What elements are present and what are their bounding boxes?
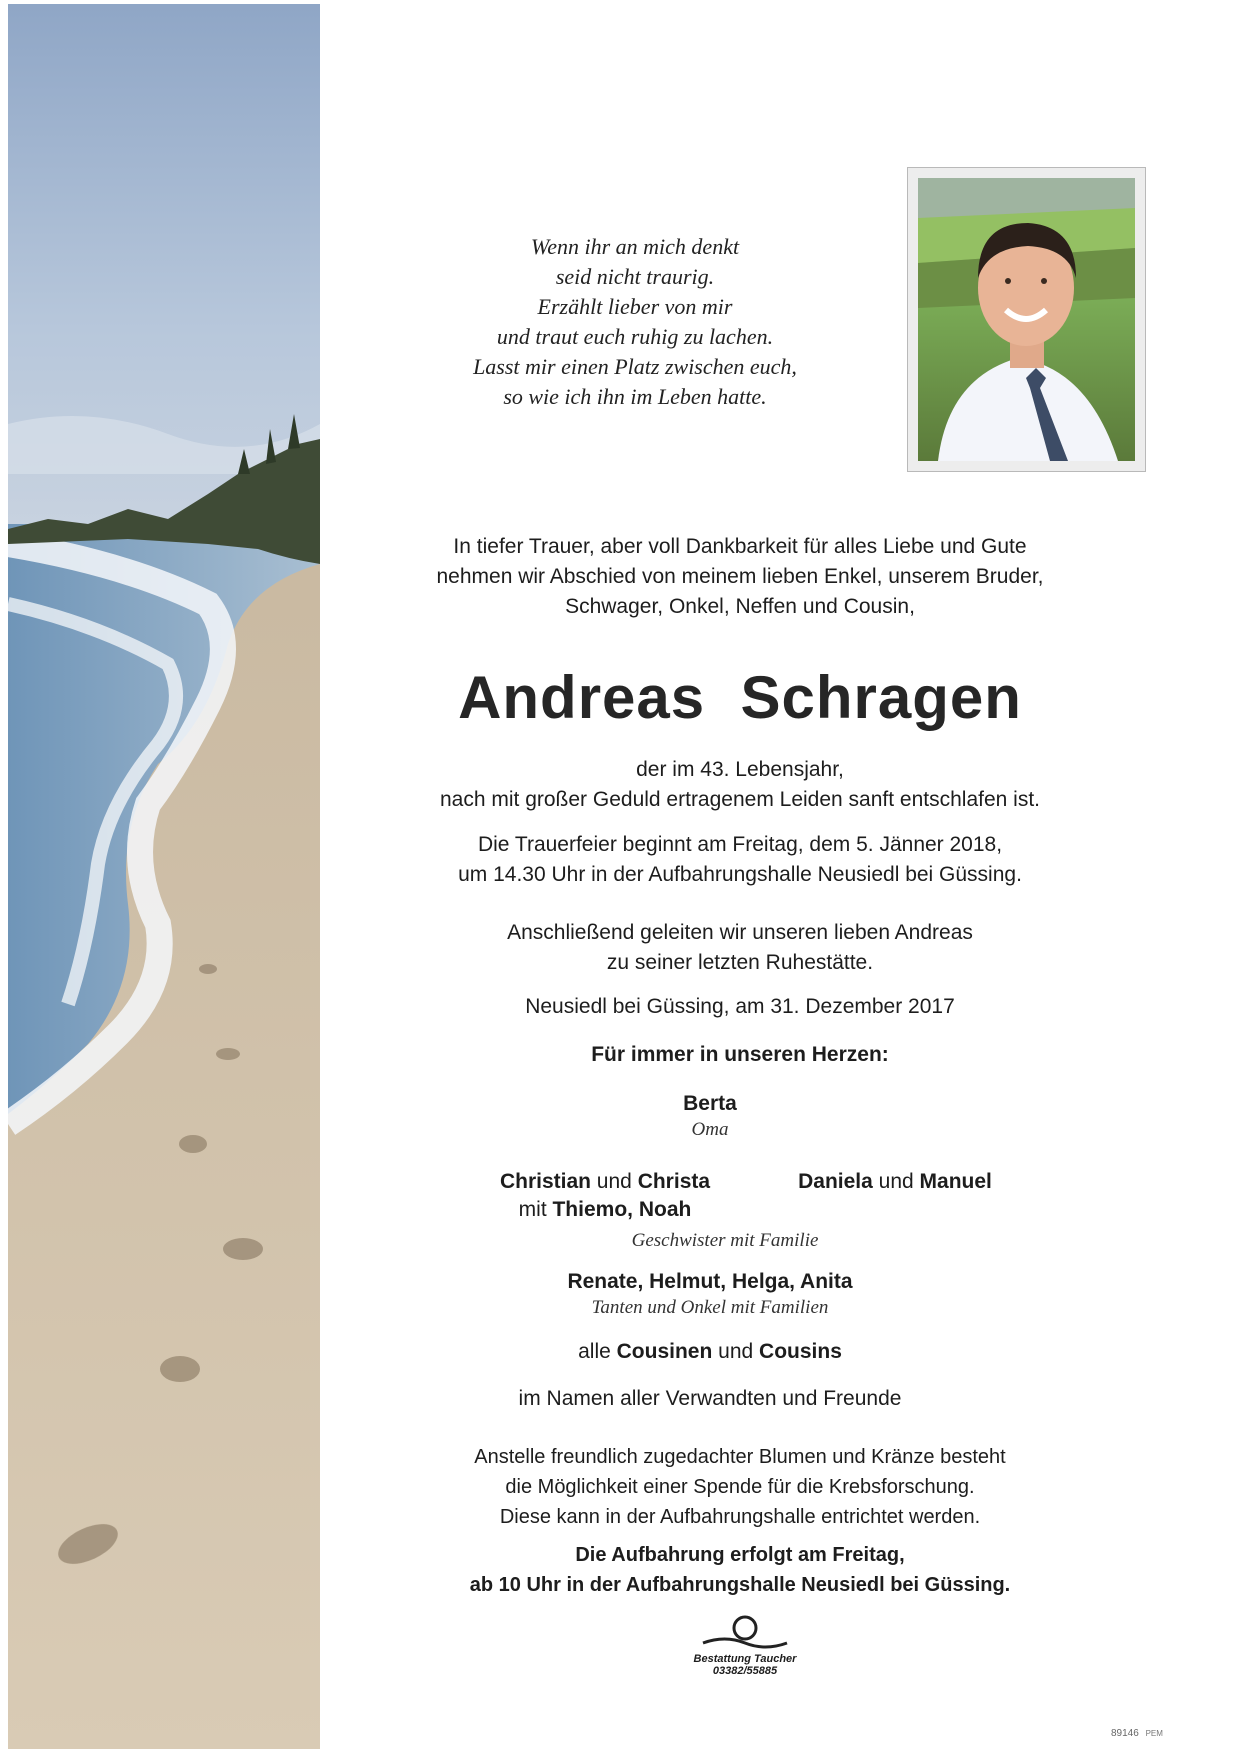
mourner-name: Daniela (798, 1170, 873, 1193)
mourner-role: Geschwister mit Familie (631, 1230, 819, 1251)
print-code: 89146 (1111, 1728, 1139, 1739)
funeral-home-logo (680, 1613, 810, 1677)
conjunction: und (590, 1170, 638, 1193)
conjunction: und (712, 1340, 760, 1363)
mourner-name: Manuel (919, 1170, 992, 1193)
intro-line: In tiefer Trauer, aber voll Dankbarkeit für alles Liebe und Gute (453, 535, 1027, 558)
poem (400, 232, 870, 412)
mourner-relatives (540, 1268, 880, 1320)
death-notice-line: der im 43. Lebensjahr, (636, 758, 844, 781)
mourner-grandmother (580, 1090, 840, 1142)
donation-line: die Möglichkeit einer Spende für die Krebsforschung. (505, 1476, 975, 1498)
mourner-siblings-right (770, 1168, 1020, 1196)
poem-line: so wie ich ihn im Leben hatte. (503, 384, 767, 409)
date-place (380, 992, 1100, 1022)
poem-line: und traut euch ruhig zu lachen. (496, 324, 774, 349)
donation-info (380, 1442, 1100, 1532)
burial-info (380, 918, 1100, 978)
poem-line: Erzählt lieber von mir (537, 294, 733, 319)
poem-line: seid nicht traurig. (555, 264, 715, 289)
intro-line: Schwager, Onkel, Neffen und Cousin, (565, 595, 915, 618)
mourner-siblings-left (470, 1168, 740, 1224)
wave-logo-icon (700, 1613, 790, 1653)
viewing-info (380, 1540, 1100, 1600)
funeral-home-name: Bestattung Taucher (693, 1653, 797, 1665)
mourner-name: Christian (499, 1170, 591, 1193)
poem-line: Wenn ihr an mich denkt (530, 234, 740, 259)
deceased-name-text: Andreas Schragen (458, 664, 1022, 731)
cousins-prefix: alle (578, 1340, 617, 1363)
donation-line: Anstelle freundlich zugedachter Blumen und Kränze besteht (474, 1446, 1006, 1468)
portrait-photo (907, 167, 1146, 472)
mourner-name: Christa (637, 1170, 711, 1193)
intro-line: nehmen wir Abschied von meinem lieben Enkel, unserem Bruder, (436, 565, 1044, 588)
intro-text (380, 532, 1100, 622)
print-footer (1111, 1728, 1163, 1739)
conjunction: mit (518, 1198, 553, 1221)
burial-line: Anschließend geleiten wir unseren lieben Andreas (507, 921, 973, 944)
mourner-all (490, 1385, 930, 1413)
ceremony-line: Die Trauerfeier beginnt am Freitag, dem 5. Jänner 2018, (477, 833, 1003, 856)
burial-line: zu seiner letzten Ruhestätte. (606, 951, 874, 974)
ceremony-line: um 14.30 Uhr in der Aufbahrungshalle Neusiedl bei Güssing. (458, 863, 1022, 886)
mourner-name: Berta (683, 1092, 737, 1115)
poem-line: Lasst mir einen Platz zwischen euch, (473, 354, 797, 379)
mourner-all-text: im Namen aller Verwandten und Freunde (518, 1387, 902, 1410)
death-notice-line: nach mit großer Geduld ertragenem Leiden sanft entschlafen ist. (440, 788, 1040, 811)
mourner-name: Thiemo, Noah (552, 1198, 692, 1221)
siblings-role (580, 1229, 870, 1253)
mourner-role: Tanten und Onkel mit Familien (591, 1297, 829, 1318)
mourners-heading (380, 1040, 1100, 1070)
mourner-name: Cousins (759, 1340, 842, 1363)
conjunction: und (872, 1170, 920, 1193)
mourner-name: Cousinen (616, 1340, 713, 1363)
deceased-name (380, 663, 1100, 733)
viewing-line: ab 10 Uhr in der Aufbahrungshalle Neusiedl bei Güssing. (469, 1574, 1011, 1596)
mourners-heading-text: Für immer in unseren Herzen: (591, 1043, 889, 1066)
printer-brand: PEM (1145, 1729, 1163, 1738)
mourner-cousins (540, 1338, 880, 1366)
death-notice (380, 755, 1100, 815)
ceremony-info (380, 830, 1100, 890)
donation-line: Diese kann in der Aufbahrungshalle entrichtet werden. (499, 1506, 981, 1528)
funeral-home-phone: 03382/55885 (712, 1665, 778, 1677)
viewing-line: Die Aufbahrung erfolgt am Freitag, (575, 1544, 905, 1566)
mourner-name: Renate, Helmut, Helga, Anita (567, 1270, 853, 1293)
mourner-role: Oma (691, 1119, 729, 1140)
date-place-text: Neusiedl bei Güssing, am 31. Dezember 2017 (525, 995, 955, 1018)
beach-footprints-photo (8, 4, 320, 1749)
